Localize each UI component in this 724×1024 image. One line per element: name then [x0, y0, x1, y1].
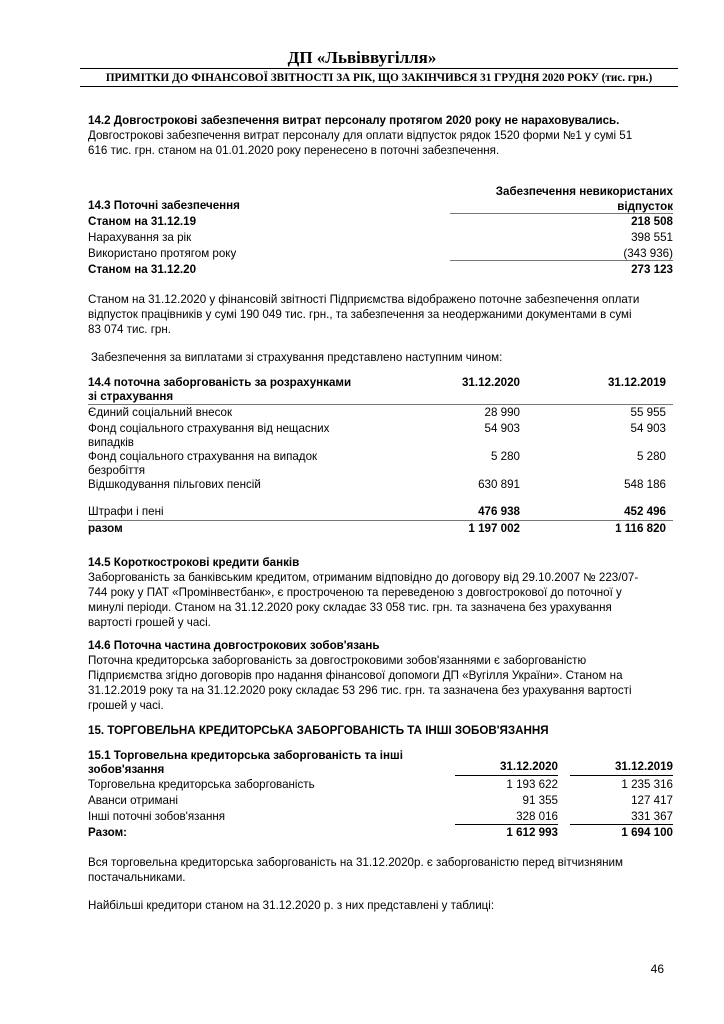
- report-subtitle: ПРИМІТКИ ДО ФІНАНСОВОЇ ЗВІТНОСТІ ЗА РІК, ЩО ЗАКІНЧИВСЯ 31 ГРУДНЯ 2020 РОКУ (тис. грн.): [105, 72, 653, 84]
- table-rule: [455, 775, 558, 776]
- table-row: Станом на 31.12.19 218 508: [88, 215, 673, 228]
- section-14-6-line: грошей у часі.: [88, 699, 164, 712]
- table-cell: 548 186: [624, 478, 666, 491]
- section-14-5-line: вартості грошей у часі.: [88, 616, 211, 629]
- table-cell: 55 955: [630, 406, 666, 419]
- table-rule: [570, 824, 673, 825]
- table-cell: 476 938: [478, 505, 520, 518]
- table-total-2019: 1 116 820: [615, 522, 666, 535]
- section-15-1-title: 15.1 Торговельна кредиторська заборгованість та інші зобов'язання: [88, 749, 403, 776]
- provisions-column-header: [440, 184, 673, 214]
- table-row: Станом на 31.12.20 273 123: [88, 263, 673, 276]
- table-total-2020: 1 197 002: [468, 522, 520, 535]
- table-cell: 1 193 622: [506, 778, 558, 791]
- section-14-6-heading: 14.6 Поточна частина довгострокових зобов'язань: [88, 639, 380, 652]
- table-cell: 452 496: [624, 505, 666, 518]
- table-cell: 630 891: [478, 478, 520, 491]
- table-row: Використано протягом року (343 936): [88, 247, 673, 260]
- table-rule: [570, 775, 673, 776]
- table-rule: [88, 404, 673, 405]
- table-cell: 5 280: [490, 450, 520, 463]
- table-row: Аванси отримані: [88, 794, 178, 807]
- section-14-5-line: 744 року у ПАТ «Промінвестбанк», є простроченою та переведеною з довгострокової до поточної у: [88, 586, 622, 599]
- table-row: Нарахування за рік 398 551: [88, 231, 673, 244]
- provisions-para-line2: відпусток працівників у сумі 190 049 тис. грн., та забезпечення за неодержаними документами в сумі: [88, 308, 632, 321]
- section-14-5-line: Заборгованість за банківським кредитом, отриманим відповідно до договору від 29.10.2007 № 223/07-: [88, 571, 639, 584]
- provisions-para-line3: 83 074 тис. грн.: [88, 323, 172, 336]
- table-cell: 54 903: [630, 422, 666, 435]
- section-14-6-line: 31.12.2019 року та на 31.12.2020 року складає 53 296 тис. грн. та зазначена без урахування вартості: [88, 684, 632, 697]
- table-cell: 1 235 316: [621, 778, 673, 791]
- table-cell: 331 367: [631, 810, 673, 823]
- table-cell: 328 016: [516, 810, 558, 823]
- table-row: Інші поточні зобов'язання: [88, 810, 226, 823]
- table-cell: 28 990: [484, 406, 520, 419]
- table-row: Штрафи і пені: [88, 505, 164, 518]
- table-total-label: Разом:: [88, 826, 128, 839]
- table-total-2020: 1 612 993: [506, 826, 558, 839]
- section-14-5-line: минулі періоди. Станом на 31.12.2020 року складає 33 058 тис. грн. та зазначена без урахування: [88, 601, 612, 614]
- section-14-4-title: 14.4 поточна заборгованість за розрахунками зі страхування: [88, 376, 352, 403]
- table-total-2019: 1 694 100: [621, 826, 673, 839]
- table-row: Єдиний соціальний внесок: [88, 406, 233, 419]
- section-14-3-title: 14.3 Поточні забезпечення: [88, 199, 240, 212]
- insurance-intro: Забезпечення за виплатами зі страхування представлено наступним чином:: [91, 351, 503, 364]
- table-row: Фонд соціального страхування на випадок безробіття: [88, 450, 318, 477]
- table-rule: [450, 260, 673, 261]
- table-cell: 127 417: [631, 794, 673, 807]
- table-cell: 5 280: [636, 450, 666, 463]
- section-14-2-line2: 616 тис. грн. станом на 01.01.2020 року перенесено в поточні забезпечення.: [88, 144, 500, 157]
- section-14-2-line1: Довгострокові забезпечення витрат персоналу для оплати відпусток рядок 1520 форми №1 у сумі 51: [88, 129, 633, 142]
- col-header-2019: 31.12.2019: [607, 376, 666, 389]
- provisions-column-header-line1: Забезпечення невикористаних: [495, 185, 673, 198]
- table-rule: [88, 520, 673, 521]
- table-total-label: разом: [88, 522, 123, 535]
- table-rule: [455, 824, 558, 825]
- table-cell: 91 355: [522, 794, 558, 807]
- page-number: 46: [650, 962, 664, 976]
- section-14-5-heading: 14.5 Короткострокові кредити банків: [88, 556, 300, 569]
- company-title: ДП «Львіввугілля»: [287, 48, 437, 67]
- section-14-2-heading: 14.2 Довгострокові забезпечення витрат персоналу протягом 2020 року не нараховувались.: [88, 114, 620, 127]
- header-rule-bottom: [80, 86, 678, 87]
- table-row: Відшкодування пільгових пенсій: [88, 478, 261, 491]
- provisions-column-header-line2: відпусток: [617, 200, 673, 213]
- table-row: Фонд соціального страхування від нещасних випадків: [88, 422, 330, 449]
- payables-para-line1: Вся торговельна кредиторська заборгованість на 31.12.2020р. є заборгованістю перед вітчизняним: [88, 856, 623, 869]
- table-row: Торговельна кредиторська заборгованість: [88, 778, 315, 791]
- section-14-6-line: Підприємства згідно договорів про надання фінансової допомоги ДП «Вугілля України». Станом на: [88, 669, 623, 682]
- header-rule-top: [80, 68, 678, 69]
- table-cell: 54 903: [484, 422, 520, 435]
- col-header-2020: 31.12.2020: [461, 376, 520, 389]
- section-14-6-line: Поточна кредиторська заборгованість за довгостроковими зобов'язаннями є заборгованістю: [88, 654, 587, 667]
- col-header-2020: 31.12.2020: [499, 760, 558, 773]
- payables-para-line2: постачальниками.: [88, 871, 186, 884]
- provisions-para-line1: Станом на 31.12.2020 у фінансовій звітності Підприємства відображено поточне забезпечення оплати: [88, 293, 640, 306]
- col-header-2019: 31.12.2019: [614, 760, 673, 773]
- largest-creditors-intro: Найбільші кредитори станом на 31.12.2020 р. з них представлені у таблиці:: [88, 899, 495, 912]
- section-15-heading: 15. ТОРГОВЕЛЬНА КРЕДИТОРСЬКА ЗАБОРГОВАНІСТЬ ТА ІНШІ ЗОБОВ'ЯЗАННЯ: [88, 724, 549, 737]
